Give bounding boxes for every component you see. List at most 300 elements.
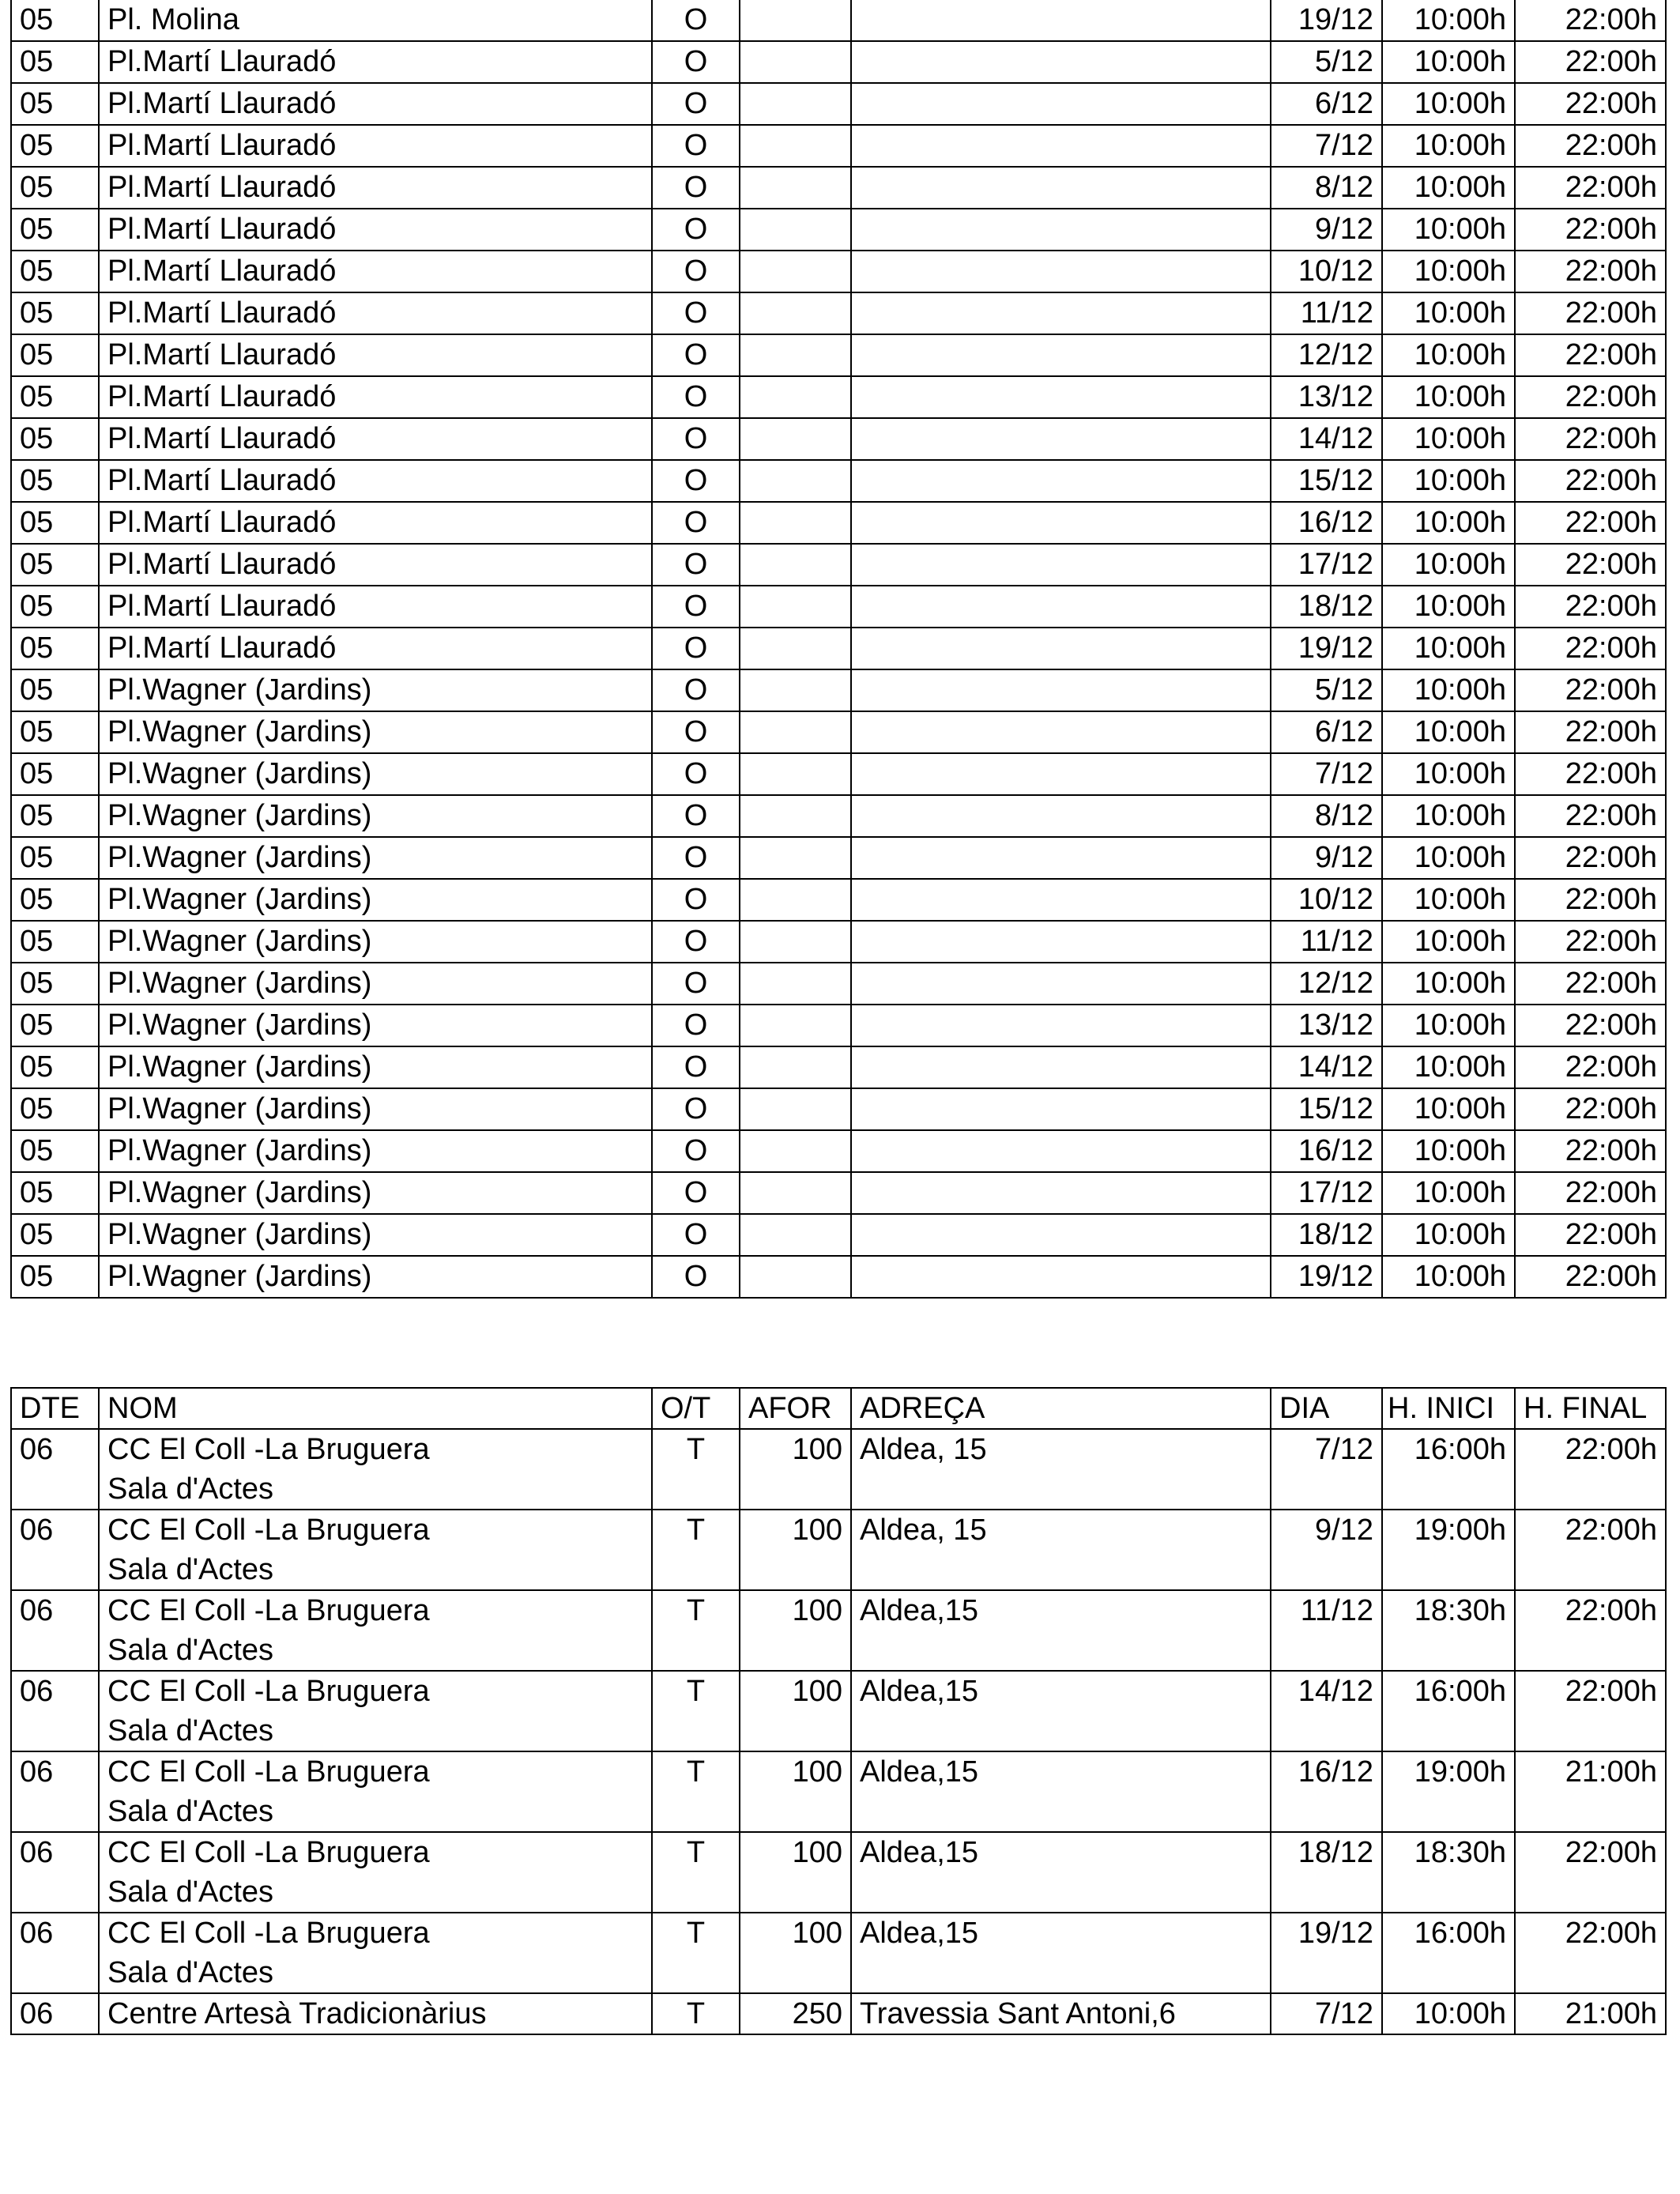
table-row (11, 125, 1666, 167)
cell-dte: 06 (11, 1590, 99, 1671)
cell-adreca (851, 0, 1271, 41)
cell-ot: T (652, 1590, 740, 1671)
cell-dte: 05 (11, 1130, 99, 1172)
cell-nom: CC El Coll -La Bruguera Sala d'Actes (99, 1510, 652, 1590)
table-row (11, 1172, 1666, 1214)
cell-nom: Pl.Martí Llauradó (99, 83, 652, 125)
cell-afor (740, 292, 851, 334)
cell-dia: 6/12 (1271, 711, 1382, 753)
cell-h-final: 22:00h (1515, 0, 1666, 41)
cell-dia: 17/12 (1271, 544, 1382, 586)
cell-h-inici: 10:00h (1382, 1256, 1515, 1298)
cell-ot: O (652, 1005, 740, 1046)
cell-nom: CC El Coll -La Bruguera Sala d'Actes (99, 1751, 652, 1832)
table-row (11, 292, 1666, 334)
cell-adreca (851, 292, 1271, 334)
cell-adreca (851, 711, 1271, 753)
cell-ot: O (652, 795, 740, 837)
cell-nom: Pl.Wagner (Jardins) (99, 1214, 652, 1256)
cell-h-inici: 10:00h (1382, 334, 1515, 376)
cell-ot: O (652, 292, 740, 334)
cell-adreca (851, 1214, 1271, 1256)
cell-dia: 19/12 (1271, 0, 1382, 41)
cell-ot: T (652, 1913, 740, 1993)
table-row (11, 0, 1666, 41)
table-row (11, 418, 1666, 460)
cell-nom: Pl.Martí Llauradó (99, 502, 652, 544)
cell-h-inici: 18:30h (1382, 1590, 1515, 1671)
cell-ot: O (652, 125, 740, 167)
cell-nom: Pl.Wagner (Jardins) (99, 879, 652, 921)
header-afor: AFOR (740, 1388, 851, 1429)
cell-h-final: 22:00h (1515, 1172, 1666, 1214)
cell-dte: 05 (11, 879, 99, 921)
cell-dte: 05 (11, 1046, 99, 1088)
table-row (11, 921, 1666, 963)
cell-h-final: 21:00h (1515, 1751, 1666, 1832)
cell-ot: O (652, 167, 740, 209)
cell-ot: T (652, 1993, 740, 2034)
cell-afor (740, 418, 851, 460)
cell-dte: 05 (11, 125, 99, 167)
cell-adreca (851, 795, 1271, 837)
cell-adreca (851, 251, 1271, 292)
cell-h-final: 22:00h (1515, 167, 1666, 209)
cell-ot: O (652, 753, 740, 795)
cell-afor: 100 (740, 1751, 851, 1832)
cell-h-final: 22:00h (1515, 1590, 1666, 1671)
cell-nom: Pl.Wagner (Jardins) (99, 795, 652, 837)
table-row (11, 334, 1666, 376)
cell-dte: 06 (11, 1993, 99, 2034)
cell-ot: T (652, 1832, 740, 1913)
cell-dte: 05 (11, 41, 99, 83)
cell-nom: Pl.Wagner (Jardins) (99, 1088, 652, 1130)
cell-dte: 05 (11, 1214, 99, 1256)
cell-h-final: 22:00h (1515, 502, 1666, 544)
cell-adreca (851, 418, 1271, 460)
cell-ot: O (652, 376, 740, 418)
table-row (11, 753, 1666, 795)
cell-afor (740, 0, 851, 41)
cell-nom: Pl.Wagner (Jardins) (99, 1130, 652, 1172)
table-header-row (11, 1388, 1666, 1429)
cell-dia: 18/12 (1271, 1214, 1382, 1256)
cell-h-final: 22:00h (1515, 1046, 1666, 1088)
cell-nom: Pl.Wagner (Jardins) (99, 837, 652, 879)
cell-dia: 15/12 (1271, 1088, 1382, 1130)
cell-afor (740, 586, 851, 628)
cell-adreca (851, 1256, 1271, 1298)
cell-afor: 100 (740, 1429, 851, 1510)
cell-h-inici: 10:00h (1382, 628, 1515, 669)
cell-nom: Pl.Martí Llauradó (99, 628, 652, 669)
cell-h-inici: 10:00h (1382, 1993, 1515, 2034)
cell-dia: 7/12 (1271, 1993, 1382, 2034)
cell-nom: Pl. Molina (99, 0, 652, 41)
cell-adreca (851, 586, 1271, 628)
cell-h-inici: 10:00h (1382, 586, 1515, 628)
cell-dia: 8/12 (1271, 167, 1382, 209)
cell-adreca (851, 125, 1271, 167)
cell-adreca (851, 963, 1271, 1005)
cell-dte: 05 (11, 334, 99, 376)
cell-adreca (851, 669, 1271, 711)
table-row (11, 1832, 1666, 1913)
table-row (11, 1993, 1666, 2034)
cell-h-final: 22:00h (1515, 209, 1666, 251)
cell-dia: 19/12 (1271, 1256, 1382, 1298)
cell-dte: 06 (11, 1832, 99, 1913)
cell-ot: T (652, 1429, 740, 1510)
table-row (11, 209, 1666, 251)
cell-nom: Pl.Wagner (Jardins) (99, 963, 652, 1005)
table-row (11, 1590, 1666, 1671)
cell-dte: 05 (11, 83, 99, 125)
cell-adreca: Aldea,15 (851, 1832, 1271, 1913)
cell-h-inici: 19:00h (1382, 1510, 1515, 1590)
cell-dia: 9/12 (1271, 1510, 1382, 1590)
cell-h-inici: 10:00h (1382, 795, 1515, 837)
table-row (11, 167, 1666, 209)
cell-dia: 11/12 (1271, 292, 1382, 334)
cell-afor (740, 502, 851, 544)
cell-ot: O (652, 0, 740, 41)
cell-ot: O (652, 418, 740, 460)
cell-ot: O (652, 879, 740, 921)
cell-dia: 5/12 (1271, 669, 1382, 711)
cell-h-final: 22:00h (1515, 1088, 1666, 1130)
cell-afor (740, 376, 851, 418)
header-dte: DTE (11, 1388, 99, 1429)
cell-dte: 06 (11, 1751, 99, 1832)
cell-ot: O (652, 1088, 740, 1130)
table-row (11, 1005, 1666, 1046)
cell-dia: 7/12 (1271, 1429, 1382, 1510)
header-h-final: H. FINAL (1515, 1388, 1666, 1429)
cell-adreca (851, 460, 1271, 502)
cell-dia: 12/12 (1271, 334, 1382, 376)
cell-dte: 05 (11, 460, 99, 502)
cell-dia: 15/12 (1271, 460, 1382, 502)
cell-afor (740, 1046, 851, 1088)
cell-ot: O (652, 251, 740, 292)
cell-h-inici: 10:00h (1382, 1130, 1515, 1172)
cell-h-final: 22:00h (1515, 669, 1666, 711)
table-row (11, 1256, 1666, 1298)
cell-dte: 05 (11, 167, 99, 209)
table-row (11, 502, 1666, 544)
table-row (11, 837, 1666, 879)
table-row (11, 460, 1666, 502)
cell-afor: 250 (740, 1993, 851, 2034)
cell-ot: O (652, 209, 740, 251)
cell-afor (740, 1005, 851, 1046)
cell-h-inici: 10:00h (1382, 460, 1515, 502)
cell-ot: O (652, 83, 740, 125)
cell-nom: CC El Coll -La Bruguera Sala d'Actes (99, 1429, 652, 1510)
cell-dte: 05 (11, 586, 99, 628)
cell-ot: O (652, 1046, 740, 1088)
cell-adreca: Aldea,15 (851, 1751, 1271, 1832)
cell-dia: 19/12 (1271, 628, 1382, 669)
cell-adreca: Aldea, 15 (851, 1429, 1271, 1510)
cell-dte: 05 (11, 376, 99, 418)
cell-dia: 18/12 (1271, 586, 1382, 628)
cell-dia: 8/12 (1271, 795, 1382, 837)
table-row (11, 1913, 1666, 1993)
cell-dia: 14/12 (1271, 1046, 1382, 1088)
cell-h-final: 22:00h (1515, 879, 1666, 921)
cell-h-inici: 10:00h (1382, 418, 1515, 460)
cell-adreca (851, 1005, 1271, 1046)
table-row (11, 1130, 1666, 1172)
cell-dte: 05 (11, 753, 99, 795)
cell-afor: 100 (740, 1832, 851, 1913)
cell-h-final: 22:00h (1515, 251, 1666, 292)
header-adreca: ADREÇA (851, 1388, 1271, 1429)
cell-h-final: 22:00h (1515, 1832, 1666, 1913)
cell-adreca (851, 334, 1271, 376)
cell-dia: 13/12 (1271, 1005, 1382, 1046)
cell-h-inici: 10:00h (1382, 376, 1515, 418)
cell-nom: Pl.Wagner (Jardins) (99, 1005, 652, 1046)
cell-dte: 05 (11, 209, 99, 251)
cell-dte: 05 (11, 1256, 99, 1298)
cell-dia: 11/12 (1271, 921, 1382, 963)
cell-h-final: 22:00h (1515, 376, 1666, 418)
cell-ot: O (652, 1130, 740, 1172)
cell-ot: O (652, 1256, 740, 1298)
table-row (11, 963, 1666, 1005)
cell-adreca (851, 921, 1271, 963)
table-row (11, 795, 1666, 837)
cell-h-final: 22:00h (1515, 83, 1666, 125)
cell-h-inici: 10:00h (1382, 753, 1515, 795)
cell-dia: 7/12 (1271, 753, 1382, 795)
table-row (11, 1046, 1666, 1088)
cell-ot: T (652, 1751, 740, 1832)
cell-h-final: 22:00h (1515, 753, 1666, 795)
cell-ot: O (652, 837, 740, 879)
cell-h-final: 22:00h (1515, 1256, 1666, 1298)
cell-dia: 11/12 (1271, 1590, 1382, 1671)
cell-h-inici: 10:00h (1382, 1046, 1515, 1088)
cell-dte: 05 (11, 544, 99, 586)
cell-adreca (851, 1130, 1271, 1172)
cell-dte: 05 (11, 837, 99, 879)
cell-dia: 18/12 (1271, 1832, 1382, 1913)
cell-h-final: 22:00h (1515, 795, 1666, 837)
cell-nom: Pl.Martí Llauradó (99, 209, 652, 251)
cell-adreca (851, 83, 1271, 125)
table-row (11, 1671, 1666, 1751)
cell-ot: O (652, 334, 740, 376)
cell-nom: Pl.Martí Llauradó (99, 460, 652, 502)
cell-h-final: 22:00h (1515, 628, 1666, 669)
cell-dte: 05 (11, 795, 99, 837)
cell-dte: 05 (11, 628, 99, 669)
cell-ot: O (652, 41, 740, 83)
cell-ot: O (652, 963, 740, 1005)
cell-h-inici: 19:00h (1382, 1751, 1515, 1832)
cell-dte: 05 (11, 1088, 99, 1130)
cell-h-inici: 10:00h (1382, 83, 1515, 125)
table-row (11, 376, 1666, 418)
cell-h-inici: 10:00h (1382, 711, 1515, 753)
cell-dte: 05 (11, 963, 99, 1005)
cell-h-final: 22:00h (1515, 586, 1666, 628)
cell-h-inici: 10:00h (1382, 921, 1515, 963)
cell-h-inici: 10:00h (1382, 837, 1515, 879)
cell-h-final: 22:00h (1515, 334, 1666, 376)
cell-ot: O (652, 711, 740, 753)
cell-afor (740, 628, 851, 669)
cell-nom: Pl.Wagner (Jardins) (99, 711, 652, 753)
cell-afor (740, 544, 851, 586)
cell-nom: Pl.Martí Llauradó (99, 251, 652, 292)
schedule-table-district-06 (10, 1387, 1667, 2035)
cell-h-final: 22:00h (1515, 1671, 1666, 1751)
cell-nom: CC El Coll -La Bruguera Sala d'Actes (99, 1671, 652, 1751)
cell-afor (740, 125, 851, 167)
cell-h-final: 21:00h (1515, 1993, 1666, 2034)
cell-nom: CC El Coll -La Bruguera Sala d'Actes (99, 1832, 652, 1913)
cell-h-inici: 10:00h (1382, 167, 1515, 209)
cell-nom: Pl.Wagner (Jardins) (99, 1256, 652, 1298)
cell-afor: 100 (740, 1510, 851, 1590)
cell-nom: Pl.Martí Llauradó (99, 544, 652, 586)
cell-adreca (851, 1172, 1271, 1214)
cell-h-inici: 10:00h (1382, 963, 1515, 1005)
table-row (11, 1088, 1666, 1130)
cell-dte: 06 (11, 1913, 99, 1993)
cell-adreca (851, 41, 1271, 83)
cell-h-final: 22:00h (1515, 418, 1666, 460)
table-row (11, 586, 1666, 628)
cell-h-inici: 16:00h (1382, 1671, 1515, 1751)
cell-h-final: 22:00h (1515, 460, 1666, 502)
table-row (11, 669, 1666, 711)
cell-dte: 05 (11, 711, 99, 753)
cell-h-final: 22:00h (1515, 1214, 1666, 1256)
cell-nom: Pl.Martí Llauradó (99, 586, 652, 628)
cell-nom: CC El Coll -La Bruguera Sala d'Actes (99, 1590, 652, 1671)
cell-afor (740, 251, 851, 292)
cell-afor: 100 (740, 1590, 851, 1671)
cell-ot: T (652, 1510, 740, 1590)
cell-dia: 9/12 (1271, 209, 1382, 251)
cell-nom: Pl.Wagner (Jardins) (99, 753, 652, 795)
cell-dia: 5/12 (1271, 41, 1382, 83)
cell-dia: 14/12 (1271, 418, 1382, 460)
table-row (11, 1429, 1666, 1510)
cell-afor (740, 879, 851, 921)
table-row (11, 711, 1666, 753)
cell-adreca (851, 209, 1271, 251)
cell-dia: 13/12 (1271, 376, 1382, 418)
table-row (11, 544, 1666, 586)
cell-afor (740, 753, 851, 795)
table-row (11, 1751, 1666, 1832)
cell-nom: CC El Coll -La Bruguera Sala d'Actes (99, 1913, 652, 1993)
table-row (11, 251, 1666, 292)
cell-dia: 16/12 (1271, 1130, 1382, 1172)
cell-h-final: 22:00h (1515, 1913, 1666, 1993)
cell-dte: 05 (11, 292, 99, 334)
cell-dia: 10/12 (1271, 251, 1382, 292)
cell-adreca (851, 837, 1271, 879)
cell-dia: 10/12 (1271, 879, 1382, 921)
cell-afor (740, 41, 851, 83)
cell-nom: Pl.Wagner (Jardins) (99, 669, 652, 711)
schedule-table-district-05 (10, 0, 1667, 1299)
cell-afor (740, 921, 851, 963)
cell-adreca (851, 167, 1271, 209)
cell-h-final: 22:00h (1515, 41, 1666, 83)
cell-dia: 7/12 (1271, 125, 1382, 167)
cell-adreca (851, 753, 1271, 795)
cell-adreca (851, 544, 1271, 586)
cell-adreca (851, 502, 1271, 544)
cell-afor (740, 1256, 851, 1298)
cell-adreca: Aldea, 15 (851, 1510, 1271, 1590)
cell-nom: Pl.Martí Llauradó (99, 167, 652, 209)
cell-h-final: 22:00h (1515, 1130, 1666, 1172)
cell-adreca: Aldea,15 (851, 1671, 1271, 1751)
cell-dte: 05 (11, 251, 99, 292)
cell-h-inici: 10:00h (1382, 544, 1515, 586)
cell-h-inici: 18:30h (1382, 1832, 1515, 1913)
cell-ot: O (652, 586, 740, 628)
cell-nom: Pl.Wagner (Jardins) (99, 1046, 652, 1088)
cell-afor (740, 460, 851, 502)
cell-nom: Pl.Martí Llauradó (99, 418, 652, 460)
cell-h-inici: 16:00h (1382, 1429, 1515, 1510)
cell-dte: 06 (11, 1429, 99, 1510)
header-nom: NOM (99, 1388, 652, 1429)
table-row (11, 879, 1666, 921)
cell-dte: 05 (11, 1172, 99, 1214)
cell-nom: Pl.Wagner (Jardins) (99, 921, 652, 963)
cell-h-final: 22:00h (1515, 125, 1666, 167)
cell-h-inici: 10:00h (1382, 41, 1515, 83)
cell-dia: 12/12 (1271, 963, 1382, 1005)
cell-h-final: 22:00h (1515, 711, 1666, 753)
cell-ot: O (652, 921, 740, 963)
cell-adreca (851, 628, 1271, 669)
cell-afor (740, 83, 851, 125)
cell-ot: T (652, 1671, 740, 1751)
cell-adreca: Travessia Sant Antoni,6 (851, 1993, 1271, 2034)
cell-afor (740, 1130, 851, 1172)
cell-h-inici: 10:00h (1382, 292, 1515, 334)
cell-dte: 06 (11, 1510, 99, 1590)
cell-afor (740, 669, 851, 711)
cell-h-inici: 10:00h (1382, 502, 1515, 544)
cell-afor: 100 (740, 1671, 851, 1751)
cell-ot: O (652, 628, 740, 669)
cell-afor (740, 837, 851, 879)
cell-dte: 06 (11, 1671, 99, 1751)
cell-ot: O (652, 502, 740, 544)
cell-afor (740, 1172, 851, 1214)
cell-dte: 05 (11, 418, 99, 460)
cell-h-inici: 10:00h (1382, 125, 1515, 167)
cell-dia: 19/12 (1271, 1913, 1382, 1993)
cell-dte: 05 (11, 502, 99, 544)
cell-nom: Pl.Martí Llauradó (99, 125, 652, 167)
